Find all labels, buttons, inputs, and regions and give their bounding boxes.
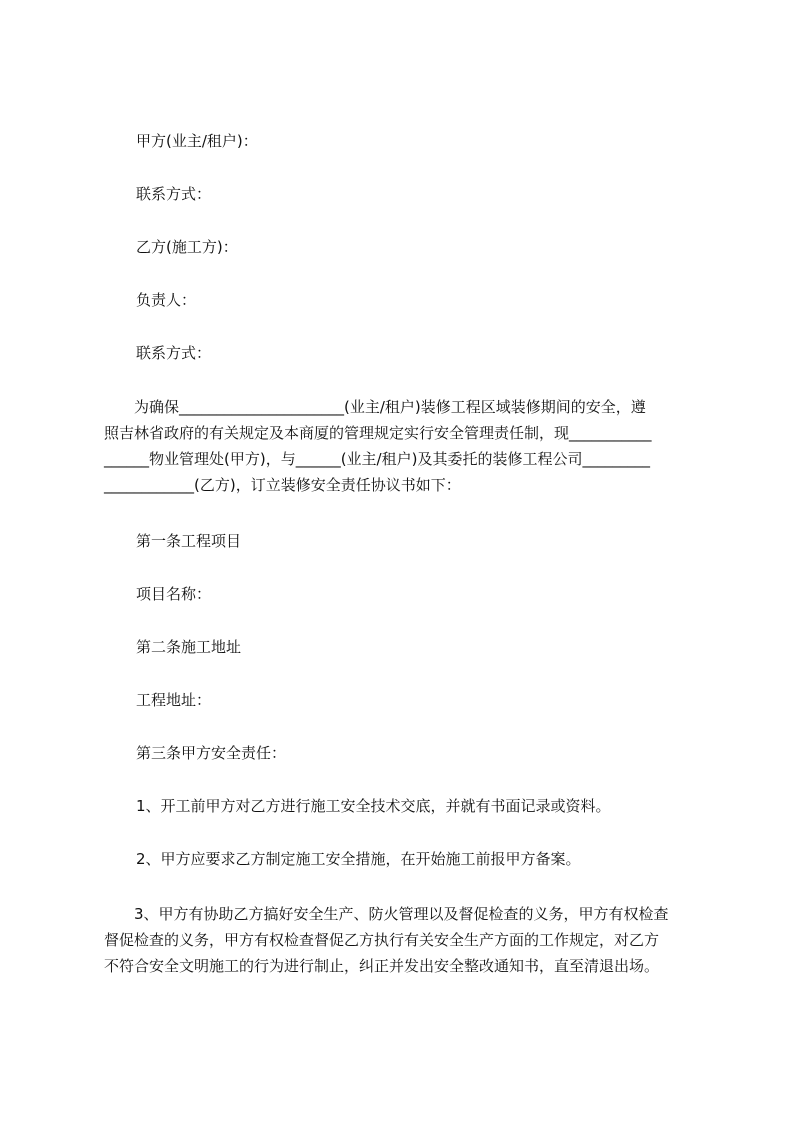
article-1-title: 第一条工程项目 bbox=[136, 532, 242, 550]
project-address-label: 工程地址： bbox=[136, 691, 212, 709]
party-b-contact-label: 联系方式： bbox=[136, 344, 212, 362]
item-3-paragraph bbox=[104, 901, 704, 979]
intro-row-4: ____________(乙方)，订立装修安全责任协议书如下： bbox=[104, 476, 461, 494]
intro-row-1: 为确保______________________(业主/租户)装修工程区域装修期间的安全，遵 bbox=[104, 398, 646, 416]
project-name-label: 项目名称： bbox=[136, 585, 212, 603]
item-1: 1、开工前甲方对乙方进行施工安全技术交底，并就有书面记录或资料。 bbox=[136, 797, 611, 815]
party-a-contact-label: 联系方式： bbox=[136, 185, 212, 203]
party-b-label: 乙方(施工方)： bbox=[136, 238, 238, 256]
article-3-title: 第三条甲方安全责任： bbox=[136, 744, 287, 762]
article-2-title: 第二条施工地址 bbox=[136, 638, 242, 656]
item-3-row-1: 3、甲方有协助乙方搞好安全生产、防火管理以及督促检查的义务，甲方有权检查 bbox=[104, 905, 669, 923]
intro-paragraph bbox=[104, 394, 704, 498]
item-2: 2、甲方应要求乙方制定施工安全措施，在开始施工前报甲方备案。 bbox=[136, 850, 581, 868]
intro-row-3: ______物业管理处(甲方)，与______(业主/租户)及其委托的装修工程公司_________ bbox=[104, 450, 650, 468]
item-3-row-2: 督促检查的义务，甲方有权检查督促乙方执行有关安全生产方面的工作规定，对乙方 bbox=[104, 931, 660, 949]
item-3-row-3: 不符合安全文明施工的行为进行制止，纠正并发出安全整改通知书，直至清退出场。 bbox=[104, 957, 660, 975]
intro-row-2: 照吉林省政府的有关规定及本商厦的管理规定实行安全管理责任制，现___________ bbox=[104, 424, 652, 442]
person-in-charge-label: 负责人： bbox=[136, 291, 197, 309]
party-a-label: 甲方(业主/租户)： bbox=[136, 132, 258, 150]
